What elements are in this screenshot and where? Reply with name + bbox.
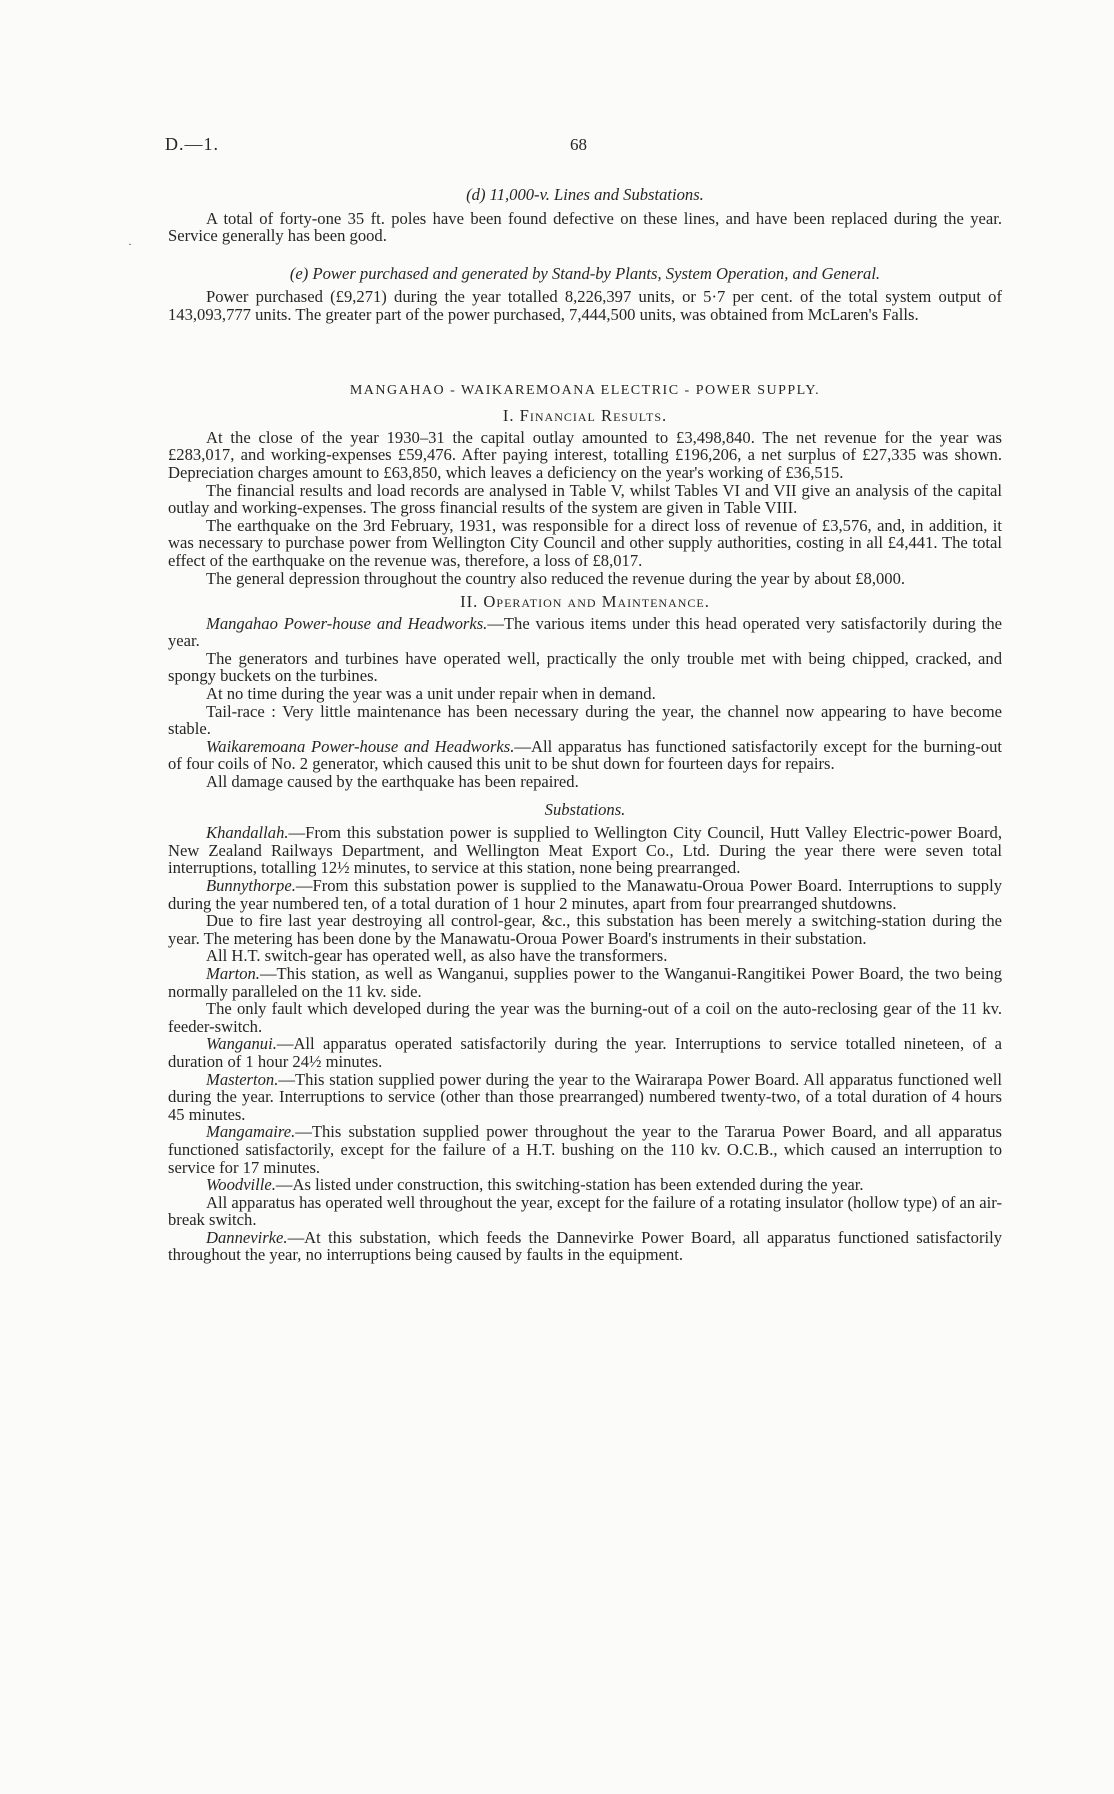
- damage-paragraph: All damage caused by the earthquake has been repaired.: [206, 772, 579, 792]
- financial-para-1: At the close of the year 1930–31 the capital outlay amounted to £3,498,840. The net revenue for the year was £283,017, and working-expenses £59,476. After paying interest, totalling £196,206, a net surplus of £27,335 was shown. Depreciation charges amount to £63,850, which leaves a deficiency on the year's working of £36,515.: [168, 427, 1002, 482]
- section-d-title: (d) 11,000-v. Lines and Substations.: [466, 185, 704, 204]
- marton-text: —This station, as well as Wanganui, supplies power to the Wanganui-Rangitikei Power Board, the two being normally paralleled on the 11 kv. side.: [168, 963, 1002, 1001]
- financial-para-3: The earthquake on the 3rd February, 1931, was responsible for a direct loss of revenue of £3,576, and, in addition, it was necessary to purchase power from Wellington City Council and other supply authorities, costing in all £4,441. The total effect of the earthquake on the revenue was, therefore, a loss of £8,017.: [168, 515, 1002, 570]
- dannevirke-paragraph: [168, 1229, 1002, 1264]
- mangahao-paragraph: [168, 615, 1002, 650]
- operation-para-1: The generators and turbines have operated well, practically the only trouble met with being chipped, cracked, and spongy buckets on the turbines.: [168, 648, 1002, 686]
- bunnythorpe-text: —From this substation power is supplied to the Manawatu-Oroua Power Board. Interruptions to supply during the year numbered ten, of a total duration of 1 hour 2 minutes, apart from four prearranged shutdowns.: [168, 876, 1002, 913]
- financial-para-2: The financial results and load records are analysed in Table V, whilst Tables VI and VII give an analysis of the capital outlay and working-expenses. The gross financial results of the system are given in Table VIII.: [168, 480, 1002, 518]
- main-title: MANGAHAO - WAIKAREMOANA ELECTRIC - POWER SUPPLY.: [349, 382, 821, 398]
- financial-para-4: The general depression throughout the country also reduced the revenue during the year by about £8,000.: [206, 568, 906, 588]
- mangamaire-label: Mangamaire.: [206, 1122, 296, 1142]
- bunnythorpe-label: Bunnythorpe.: [206, 876, 296, 895]
- operation-heading: II. Operation and Maintenance.: [460, 592, 710, 612]
- masterton-text: —This station supplied power during the year to the Wairarapa Power Board. All apparatus functioned well during the year. Interruptions to service (other than those prearranged) numbered twenty-two, of a total duration of 4 hours 45 minutes.: [168, 1069, 1002, 1124]
- marton-para-2: The only fault which developed during the year was the burning-out of a coil on the auto-reclosing gear of the 11 kv. feeder-switch.: [168, 999, 1002, 1036]
- masterton-label: Masterton.: [206, 1069, 279, 1089]
- woodville-text: —As listed under construction, this switching-station has been extended during the year.: [275, 1175, 864, 1195]
- wanganui-paragraph: [168, 1035, 1002, 1070]
- khandallah-label: Khandallah.: [206, 823, 289, 843]
- bunnythorpe-paragraph: [168, 877, 1002, 912]
- masterton-paragraph: [168, 1071, 1002, 1124]
- wanganui-text: —All apparatus operated satisfactorily during the year. Interruptions to service totalled nineteen, of a duration of 1 hour 24½ minutes.: [168, 1034, 1002, 1071]
- khandallah-paragraph: [168, 824, 1002, 877]
- financial-heading: I. Financial Results.: [502, 406, 668, 426]
- document-reference: D.—1.: [165, 134, 219, 154]
- section-d-paragraph: A total of forty-one 35 ft. poles have been found defective on these lines, and have been replaced during the year. Service generally has been good.: [168, 208, 1002, 246]
- khandallah-text: —From this substation power is supplied to Wellington City Council, Hutt Valley Electric-power Board, New Zealand Railways Department, and Wellington Meat Export Co., Ltd. During the year there were seven total interruptions, totalling 12½ minutes, to service at this station, none being prearranged.: [168, 823, 1002, 878]
- dannevirke-label: Dannevirke.: [206, 1227, 288, 1247]
- wanganui-label: Wanganui.: [206, 1034, 277, 1054]
- woodville-label: Woodville.: [206, 1175, 276, 1195]
- dannevirke-text: —At this substation, which feeds the Dannevirke Power Board, all apparatus functioned satisfactorily throughout the year, no interruptions being caused by faults in the equipment.: [168, 1227, 1002, 1265]
- mangahao-text: —The various items under this head operated very satisfactorily during the year.: [168, 613, 1002, 651]
- bunnythorpe-para-2: Due to fire last year destroying all control-gear, &c., this substation has been merely a switching-station during the year. The metering has been done by the Manawatu-Oroua Power Board's instruments in their substation.: [168, 911, 1002, 948]
- mangahao-label: Mangahao Power-house and Headworks.: [206, 613, 488, 633]
- marton-paragraph: [168, 965, 1002, 1000]
- marton-label: Marton.: [206, 963, 260, 983]
- page-number: 68: [570, 135, 587, 154]
- mangamaire-paragraph: [168, 1123, 1002, 1176]
- waikaremoana-paragraph: [168, 738, 1002, 773]
- section-e-paragraph: Power purchased (£9,271) during the year totalled 8,226,397 units, or 5·7 per cent. of the total system output of 143,093,777 units. The greater part of the power purchased, 7,444,500 units, was obtained from McLaren's Falls.: [168, 287, 1002, 324]
- operation-para-2: At no time during the year was a unit under repair when in demand.: [206, 684, 656, 704]
- operation-para-3: Tail-race : Very little maintenance has been necessary during the year, the channel now appearing to have become stable.: [168, 701, 1002, 739]
- mangamaire-text: —This substation supplied power throughout the year to the Tararua Power Board, and all apparatus functioned satisfactorily, except for the failure of a H.T. bushing on the 110 kv. O.C.B., which caused an interruption to service for 17 minutes.: [168, 1122, 1002, 1177]
- waikaremoana-label: Waikaremoana Power-house and Headworks.: [206, 736, 515, 756]
- waikaremoana-text: —All apparatus has functioned satisfactorily except for the burning-out of four coils of No. 2 generator, which caused this unit to be shut down for fourteen days for repairs.: [168, 736, 1002, 774]
- section-e-title: (e) Power purchased and generated by Stand-by Plants, System Operation, and General.: [289, 263, 881, 283]
- bunnythorpe-para-3: All H.T. switch-gear has operated well, as also have the transformers.: [206, 946, 668, 966]
- margin-mark: ·: [128, 237, 132, 251]
- document-body: [168, 184, 1002, 1264]
- substations-heading: Substations.: [544, 799, 626, 819]
- woodville-paragraph: [168, 1176, 1002, 1194]
- woodville-para-2: All apparatus has operated well throughout the year, except for the failure of a rotating insulator (hollow type) of an air-break switch.: [168, 1192, 1002, 1230]
